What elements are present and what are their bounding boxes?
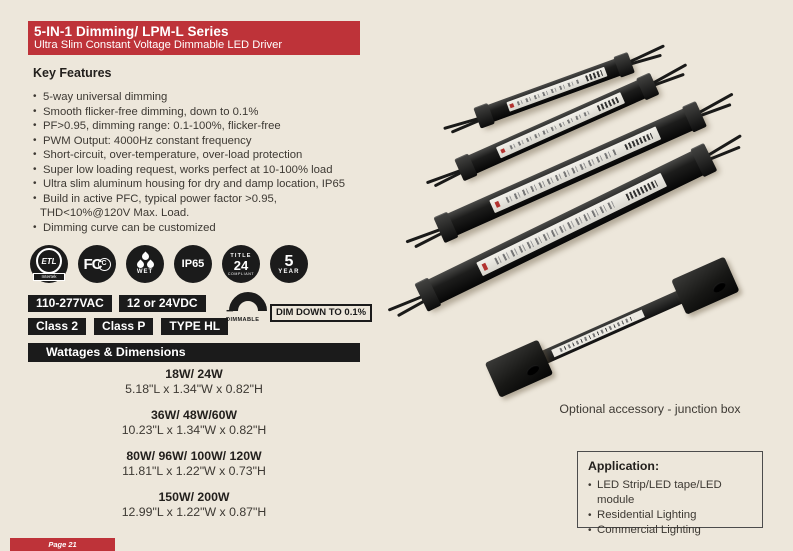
wattage-dimensions: 12.99"L x 1.22"W x 0.87"H: [121, 505, 267, 519]
dimmable-label: DIMMABLE: [226, 317, 260, 323]
title24-top-label: TITLE: [230, 252, 252, 259]
feature-item-continuation: THD<10%@120V Max. Load.: [40, 207, 190, 219]
wattage-name: 150W/ 200W: [158, 490, 230, 504]
classp-badge: Class P: [94, 318, 153, 335]
fcc-icon: [78, 245, 116, 283]
title24-compliant-label: COMPLIANT: [227, 271, 255, 276]
title24-number: 24: [233, 257, 249, 273]
wattage-dimensions: 10.23"L x 1.34"W x 0.82"H: [121, 423, 267, 437]
dim-down-callout: DIM DOWN TO 0.1%: [270, 304, 372, 322]
water-drops-icon: [137, 261, 154, 268]
application-item: • Residential Lighting: [588, 508, 752, 523]
etl-label: ETL: [36, 248, 62, 274]
input-voltage-badge: 110-277VAC: [28, 295, 112, 312]
ip65-label: IP65: [181, 258, 205, 270]
application-item: • Commercial Lighting: [588, 523, 752, 538]
typehl-badge: TYPE HL: [161, 318, 228, 335]
wattages-list: [28, 367, 360, 531]
fcc-ring-c: C: [98, 258, 111, 271]
intertek-label: Intertek: [33, 273, 65, 281]
wattage-name: 18W/ 24W: [165, 367, 223, 381]
output-voltage-badge: 12 or 24VDC: [119, 295, 206, 312]
page-title: 5-IN-1 Dimming/ LPM-L Series: [34, 24, 229, 39]
wet-label: WET: [136, 269, 154, 275]
feature-item: • Super low loading request, works perfect at 10-100% load: [33, 163, 368, 178]
page-number-badge: Page 21: [10, 538, 115, 551]
water-drop-icon: [142, 253, 149, 260]
wattage-dimensions: 11.81"L x 1.22"W x 0.73"H: [122, 464, 266, 478]
application-list: [588, 478, 752, 538]
five-year-label: YEAR: [278, 268, 300, 275]
dimmable-graphic: [226, 290, 366, 328]
key-features-heading: Key Features: [33, 66, 112, 80]
feature-item: • PWM Output: 4000Hz constant frequency: [33, 134, 368, 149]
header-banner: [28, 21, 360, 55]
title24-icon: [222, 245, 260, 283]
class-badges: [28, 318, 228, 335]
feature-item: • Short-circuit, over-temperature, over-load protection: [33, 148, 368, 163]
accessory-caption: Optional accessory - junction box: [559, 402, 741, 416]
page-subtitle: Ultra Slim Constant Voltage Dimmable LED Driver: [34, 39, 283, 51]
wattage-entry: [28, 449, 360, 479]
voltage-badges: [28, 295, 206, 312]
ip65-icon: [174, 245, 212, 283]
etl-intertek-icon: [30, 245, 68, 283]
feature-item: • 5-way universal dimming: [33, 90, 368, 105]
wattages-section-header: Wattages & Dimensions: [28, 343, 360, 362]
five-year-number: 5: [284, 252, 294, 270]
application-heading: Application:: [588, 459, 660, 473]
class2-badge: Class 2: [28, 318, 86, 335]
dial-minus-sign: −: [226, 303, 234, 318]
feature-item: • Build in active PFC, typical power factor >0.95,: [33, 192, 368, 207]
feature-item: • Dimming curve can be customized: [33, 221, 368, 236]
key-features-list: [33, 90, 368, 235]
five-year-warranty-icon: [270, 245, 308, 283]
wattage-entry: [28, 490, 360, 520]
dial-plus-sign: +: [260, 300, 268, 314]
fcc-label: FC: [83, 255, 102, 273]
wet-location-icon: [126, 245, 164, 283]
feature-item: • Ultra slim aluminum housing for dry and damp location, IP65: [33, 177, 368, 192]
led-driver-image-18w: [475, 54, 633, 126]
junction-box-image: [490, 258, 735, 396]
application-item: • LED Strip/LED tape/LED module: [588, 478, 752, 508]
wattage-entry: [28, 408, 360, 438]
feature-item: • Smooth flicker-free dimming, down to 0.1%: [33, 105, 368, 120]
wattage-dimensions: 5.18"L x 1.34"W x 0.82"H: [125, 382, 263, 396]
certification-icons: [30, 245, 308, 283]
feature-item: • PF>0.95, dimming range: 0.1-100%, flicker-free: [33, 119, 368, 134]
wattage-name: 80W/ 96W/ 100W/ 120W: [126, 449, 262, 463]
application-box: [577, 451, 763, 536]
wattage-entry: [28, 367, 360, 397]
wattage-name: 36W/ 48W/60W: [150, 408, 238, 422]
